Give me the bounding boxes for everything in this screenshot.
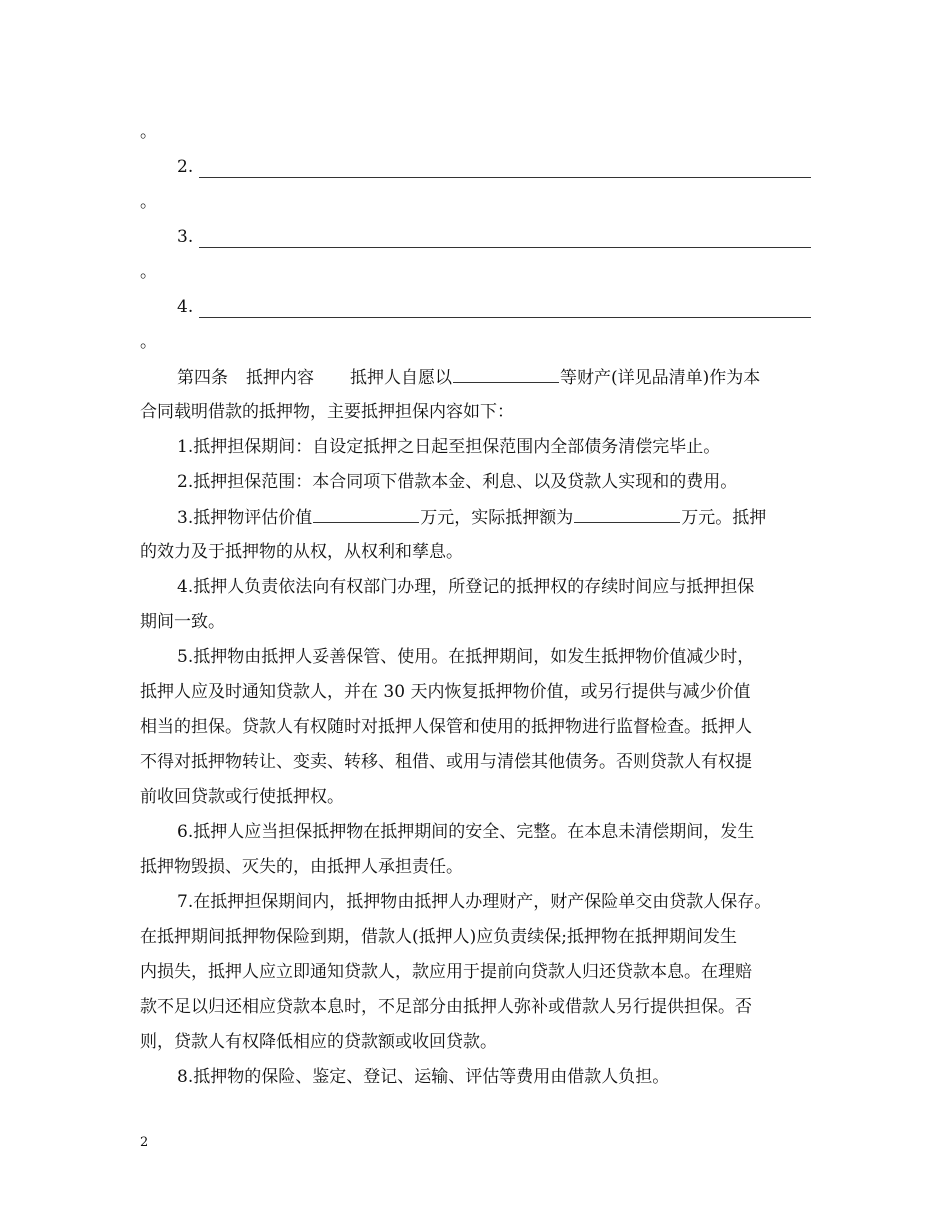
clause-3-line2: 的效力及于抵押物的从权，从权利和孳息。 — [140, 542, 463, 562]
clause-7-line2: 在抵押期间抵押物保险到期，借款人(抵押人)应负责续保;抵押物在抵押期间发生 — [140, 927, 737, 947]
clause-5-line5: 前收回贷款或行使抵押权。 — [140, 787, 344, 807]
period-mark: 。 — [140, 192, 157, 212]
period-mark: 。 — [140, 122, 157, 142]
clause-5-line2: 抵押人应及时通知贷款人，并在 30 天内恢复抵押物价值，或另行提供与减少价值 — [140, 682, 751, 702]
item-number: 2. — [177, 157, 194, 177]
clause-4: 4.抵押人负责依法向有权部门办理，所登记的抵押权的存续时间应与抵押担保 — [177, 577, 755, 597]
clause-3 — [140, 500, 815, 535]
intro-text: 抵押人自愿以 — [350, 368, 452, 388]
clause-5-line3: 相当的担保。贷款人有权随时对抵押人保管和使用的抵押物进行监督检查。抵押人 — [140, 717, 752, 737]
clause-2: 2.抵押担保范围：本合同项下借款本金、利息、以及贷款人实现和的费用。 — [177, 472, 738, 492]
clause-text: 3.抵押物评估价值 — [177, 508, 313, 528]
page-number: 2 — [140, 1135, 149, 1150]
fill-in-blank[interactable] — [453, 360, 559, 383]
clause-6: 6.抵押人应当担保抵押物在抵押期间的安全、完整。在本息未清偿期间，发生 — [177, 822, 755, 842]
fill-in-line[interactable] — [199, 155, 811, 178]
fill-in-blank[interactable] — [313, 500, 419, 523]
clause-5: 5.抵押物由抵押人妥善保管、使用。在抵押期间，如发生抵押物价值减少时， — [177, 647, 755, 667]
clause-text: 万元。抵押 — [681, 508, 767, 528]
fill-in-line[interactable] — [199, 225, 811, 248]
clause-8: 8.抵押物的保险、鉴定、登记、运输、评估等费用由借款人负担。 — [177, 1067, 670, 1087]
period-mark: 。 — [140, 262, 157, 282]
clause-5-line4: 不得对抵押物转让、变卖、转移、租借、或用与清偿其他债务。否则贷款人有权提 — [140, 752, 752, 772]
clause-7-line5: 则，贷款人有权降低相应的贷款额或收回贷款。 — [140, 1032, 497, 1052]
clause-text: 万元，实际抵押额为 — [420, 508, 574, 528]
article-4-intro — [140, 360, 815, 395]
article-heading: 第四条 — [177, 368, 228, 388]
document-body — [140, 115, 815, 1095]
clause-7-line3: 内损失，抵押人应立即通知贷款人，款应用于提前向贷款人归还贷款本息。在理赔 — [140, 962, 752, 982]
period-mark: 。 — [140, 332, 157, 352]
intro-text: 等财产(详见品清单)作为本 — [560, 368, 761, 388]
item-number: 4. — [177, 297, 194, 317]
fill-in-line[interactable] — [199, 295, 811, 318]
clause-4-line2: 期间一致。 — [140, 612, 225, 632]
clause-6-line2: 抵押物毁损、灭失的，由抵押人承担责任。 — [140, 857, 463, 877]
clause-7-line4: 款不足以归还相应贷款本息时，不足部分由抵押人弥补或借款人另行提供担保。否 — [140, 997, 752, 1017]
clause-7: 7.在抵押担保期间内，抵押物由抵押人办理财产，财产保险单交由贷款人保存。 — [177, 892, 772, 912]
fill-in-blank[interactable] — [574, 500, 680, 523]
blank-item-3 — [140, 220, 815, 255]
blank-item-4 — [140, 290, 815, 325]
clause-1: 1.抵押担保期间：自设定抵押之日起至担保范围内全部债务清偿完毕止。 — [177, 437, 721, 457]
article-heading-title: 抵押内容 — [246, 368, 314, 388]
article-4-intro-line2: 合同载明借款的抵押物，主要抵押担保内容如下： — [140, 402, 514, 422]
blank-item-2 — [140, 150, 815, 185]
item-number: 3. — [177, 227, 194, 247]
